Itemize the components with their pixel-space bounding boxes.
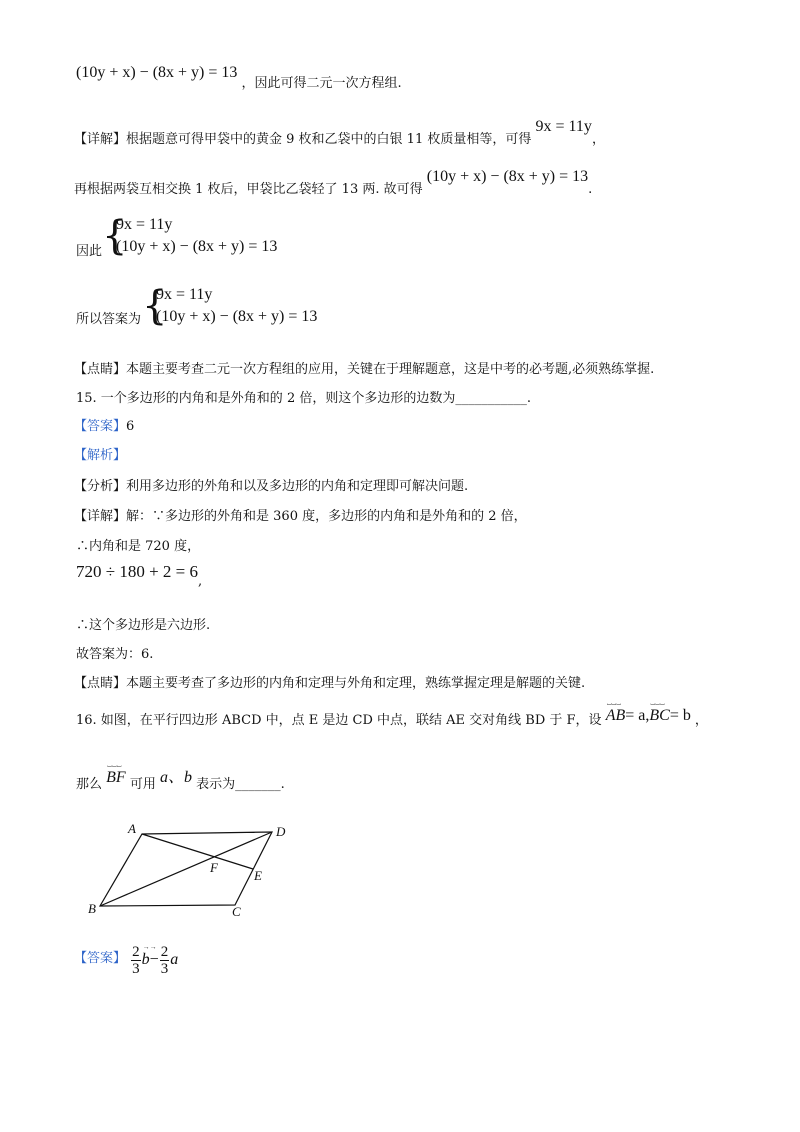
system-equation-2: (10y + x) − (8x + y) = 13: [116, 238, 278, 255]
vector-ab-eq: = a,: [625, 707, 650, 724]
detail-text: 再根据两袋互相交换 1 枚后，甲袋比乙袋轻了 13 两. 故可得: [74, 182, 423, 197]
step-line: 故答案为：6.: [76, 647, 154, 662]
comment-tag: 【点睛】: [74, 676, 127, 691]
detail-tag: 【详解】: [74, 132, 127, 147]
vector-definitions: [605, 701, 695, 724]
equation: 720 ÷ 180 + 2 = 6: [76, 562, 199, 581]
step-line: ∴内角和是 720 度，: [76, 539, 201, 554]
comment-line: [74, 672, 585, 691]
brace: {: [142, 283, 168, 329]
question-16: [76, 701, 708, 729]
equation-system: [102, 213, 302, 266]
punctuation: ,: [198, 574, 203, 589]
parallelogram-figure: [80, 818, 320, 928]
answer-tag: 【答案】: [74, 419, 127, 434]
system-label: 所以答案为: [76, 312, 142, 327]
system-equation-1: 9x = 11y: [116, 216, 173, 233]
analysis-text: 利用多边形的外角和以及多边形的内角和定理即可解决问题.: [126, 479, 469, 494]
punctuation: ，: [694, 713, 708, 728]
equation: 9x = 11y: [535, 118, 592, 135]
comment-paragraph: [74, 358, 654, 377]
vector-ab: ⌴⌴⌴ AB: [605, 701, 626, 724]
question-text: 那么: [76, 777, 103, 792]
answer-tag: 【答案】: [74, 951, 127, 966]
vector-arrow-icon: ⌴⌴⌴: [107, 763, 122, 769]
analysis-line: [74, 475, 468, 494]
brace: {: [102, 213, 128, 259]
equation-caption: ，因此可得二元一次方程组.: [241, 76, 402, 91]
vector-a: a: [170, 951, 179, 968]
vector-bc-eq: = b: [669, 707, 691, 724]
system-equation-1: 9x = 11y: [156, 286, 213, 303]
punctuation: .: [588, 182, 593, 197]
analysis-subtag: 【分析】: [74, 479, 127, 494]
comment-tag: 【点睛】: [74, 362, 127, 377]
comment-text: 本题主要考查了多边形的内角和定理与外角和定理，熟练掌握定理是解题的关键.: [126, 676, 586, 691]
answer-line: [74, 415, 134, 434]
vector-arrow-icon: ⌴⌴⌴: [650, 701, 665, 707]
equation-line: [76, 62, 402, 91]
vector-arrow-icon: →→: [142, 943, 157, 951]
fraction: $\frac{2}{3}$: [132, 944, 140, 977]
analysis-tag: 【解析】: [74, 448, 127, 463]
punctuation: ，: [591, 132, 605, 147]
detail-tag: 【详解】: [74, 509, 127, 524]
diagonal-bd: [100, 832, 272, 906]
label-d: D: [276, 824, 286, 839]
step-line: ∴这个多边形是六边形.: [76, 618, 211, 633]
question-15: 15. 一个多边形的内角和是外角和的 2 倍，则这个多边形的边数为___________.: [76, 391, 531, 406]
detail-paragraph-1: [74, 118, 605, 148]
equation-system: [142, 283, 342, 336]
vector-bc: ⌴⌴⌴ BC: [649, 701, 670, 724]
vector-bf: ⌴⌴⌴ BF: [106, 763, 126, 786]
label-b: B: [88, 901, 96, 916]
vector-b: →→ b: [141, 943, 157, 968]
label-f: F: [210, 860, 218, 875]
answer-value: 6: [126, 419, 135, 434]
question-text: 表示为_______.: [196, 777, 285, 792]
detail-paragraph-2: [74, 168, 593, 198]
minus-sign: −: [149, 951, 159, 968]
vector-arrow-icon: ⌴⌴⌴: [606, 701, 622, 707]
step-line: [76, 562, 203, 589]
system-equation-2: (10y + x) − (8x + y) = 13: [156, 308, 318, 325]
label-c: C: [232, 904, 241, 919]
detail-text: 根据题意可得甲袋中的黄金 9 枚和乙袋中的白银 11 枚质量相等，可得: [126, 132, 532, 147]
system-label: 因此: [76, 244, 103, 259]
fraction: $\frac{2}{3}$: [160, 944, 169, 977]
comment-text: 本题主要考查二元一次方程组的应用，关键在于理解题意，这是中考的必考题,必须熟练掌握.: [126, 362, 655, 377]
question-16-line2: [76, 763, 285, 793]
equation: (10y + x) − (8x + y) = 13: [76, 64, 238, 81]
label-a: A: [128, 821, 136, 836]
question-text: 16. 如图，在平行四边形 ABCD 中，点 E 是边 CD 中点，联结 AE 交对角线 BD 于 F，设: [76, 713, 602, 728]
vector-pair: a、b: [160, 769, 193, 786]
label-e: E: [254, 868, 262, 883]
detail-text: 解：∵多边形的外角和是 360 度，多边形的内角和是外角和的 2 倍，: [126, 509, 527, 524]
question-text: 可用: [129, 777, 156, 792]
equation: (10y + x) − (8x + y) = 13: [426, 168, 589, 185]
answer-line-16: [74, 944, 178, 977]
detail-line: [74, 505, 527, 524]
